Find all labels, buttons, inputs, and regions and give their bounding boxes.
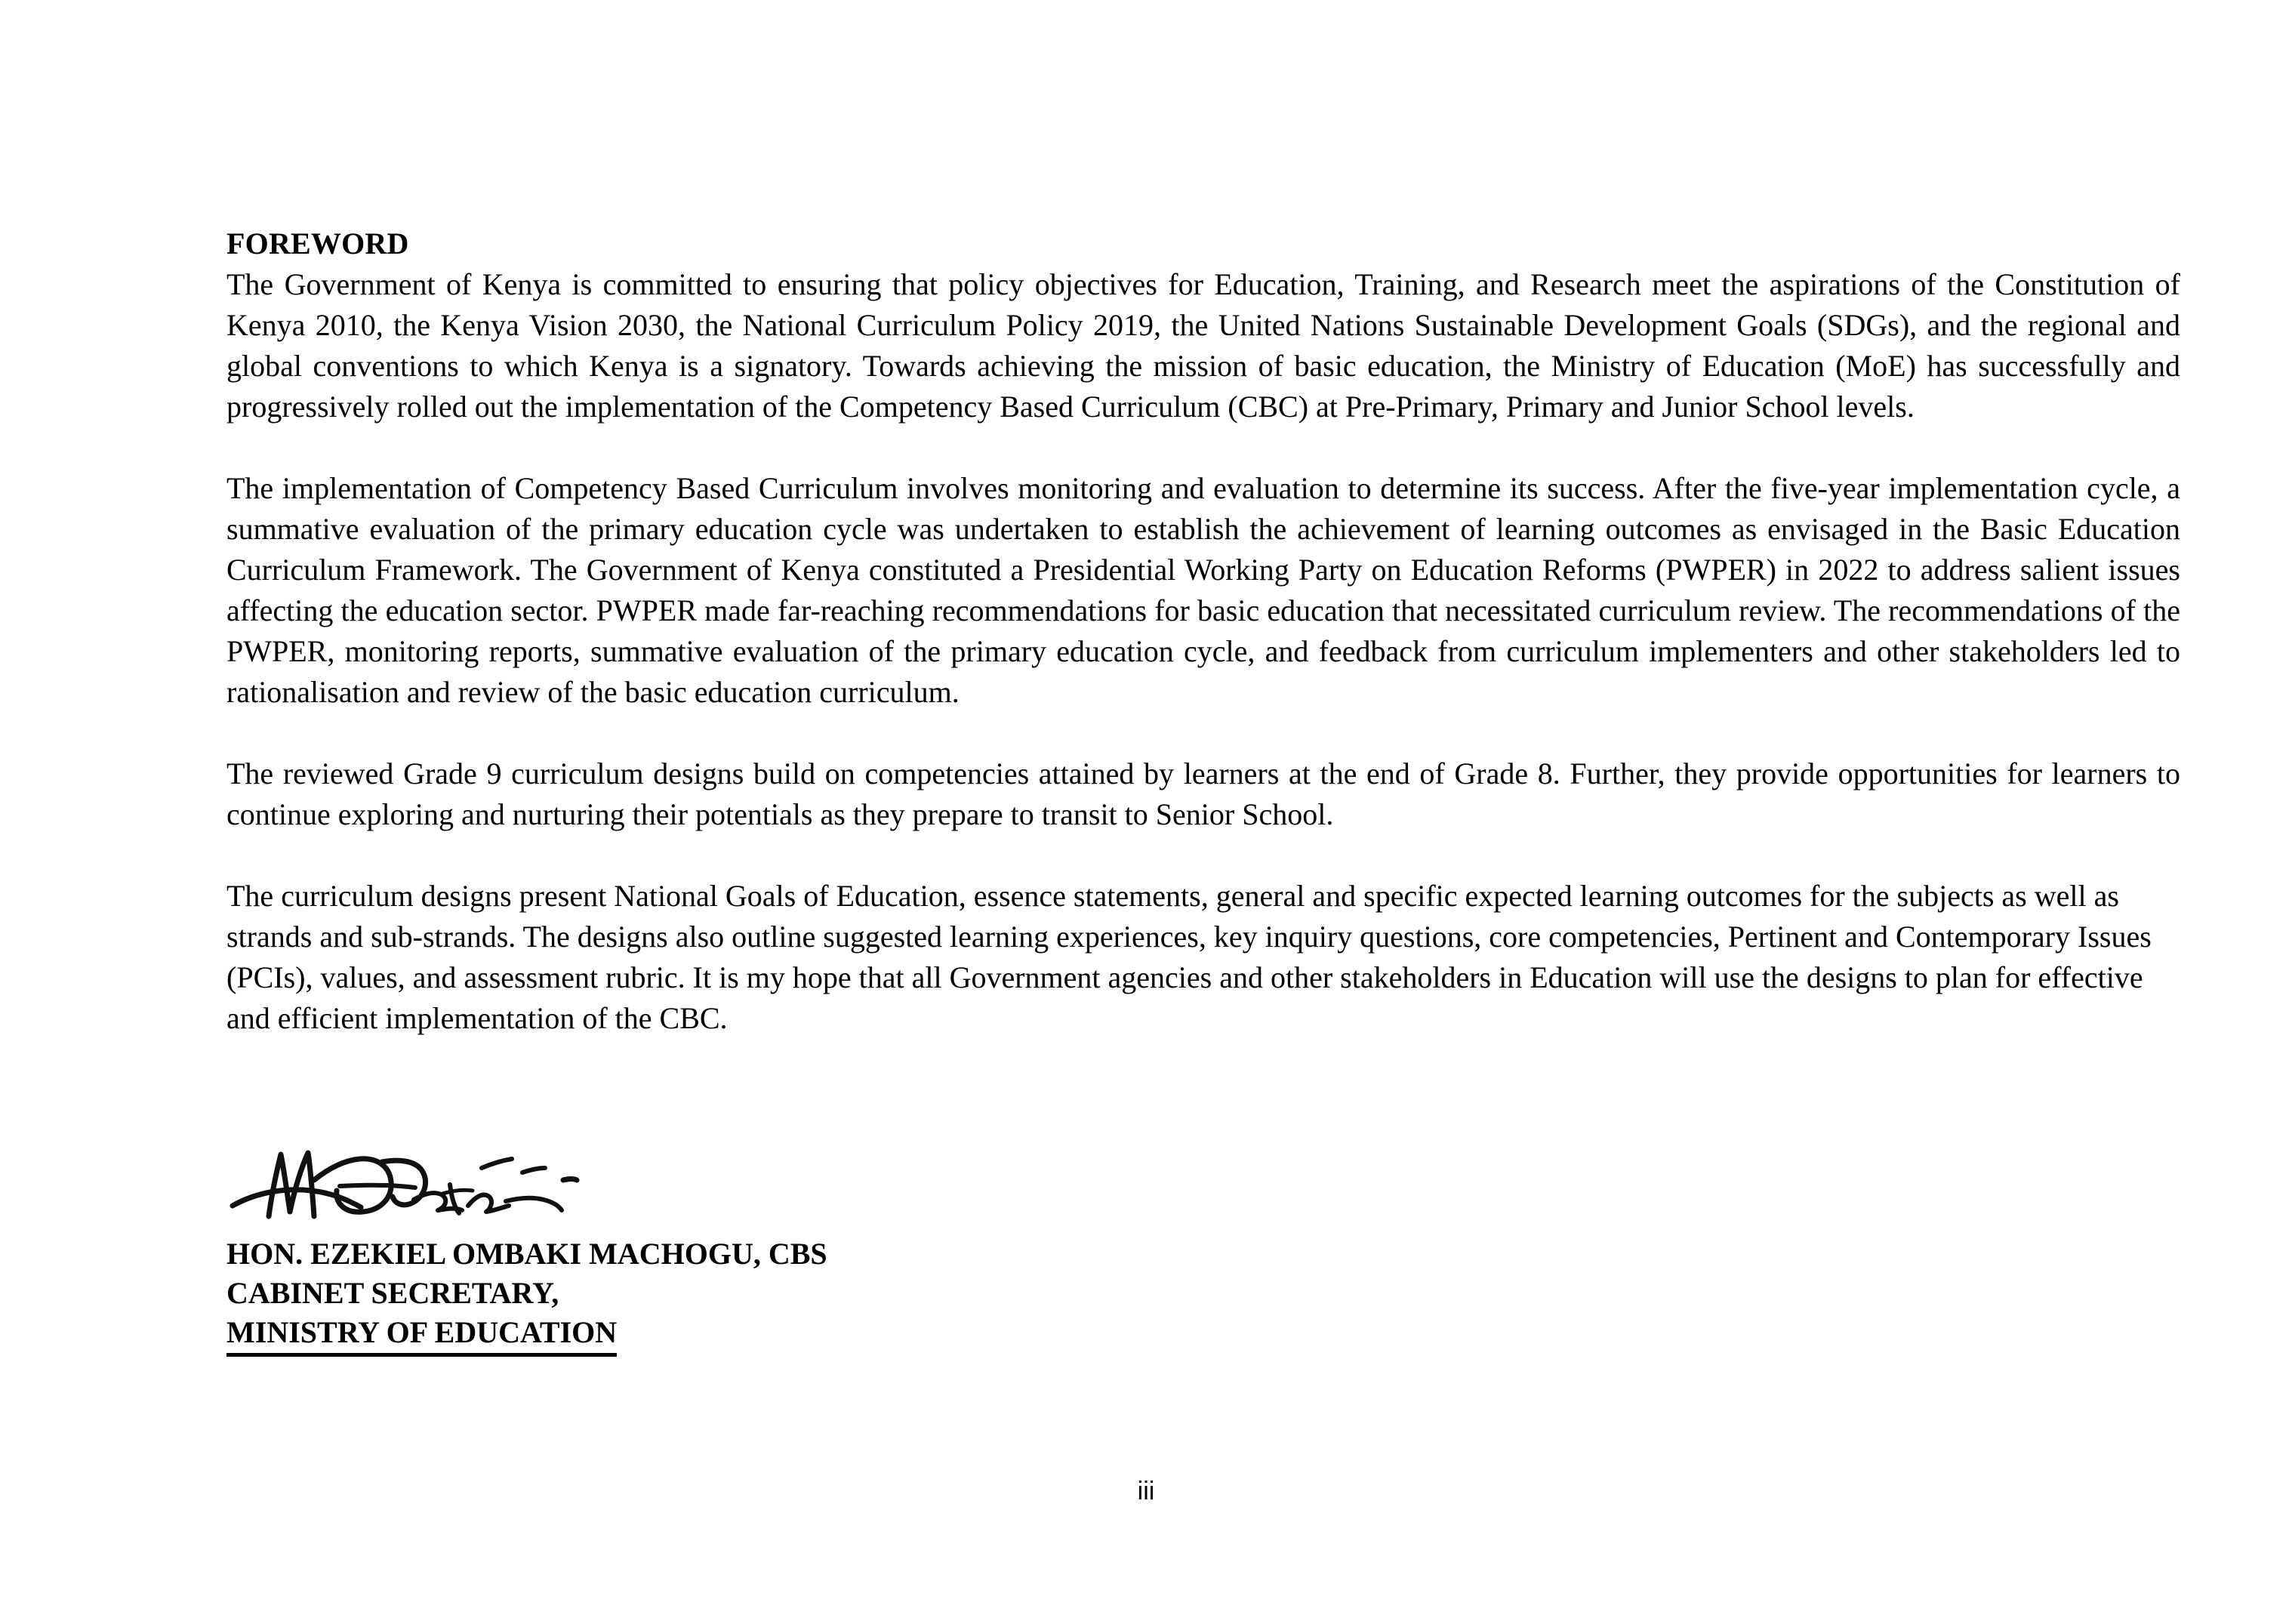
signatory-ministry: MINISTRY OF EDUCATION bbox=[226, 1313, 617, 1357]
body-paragraph-1: The Government of Kenya is committed to ensuring that policy objectives for Education, Training, and Research meet the aspirations of the Constitution of Kenya 2010, the Kenya Vision 2030, the National Curriculum Policy 2019, the United Nations Sustainable Development Goals (SDGs), and the regional and global conventions to which Kenya is a signatory. Towards achieving the mission of basic education, the Ministry of Education (MoE) has successfully and progressively rolled out the implementation of the Competency Based Curriculum (CBC) at Pre-Primary, Primary and Junior School levels. bbox=[226, 267, 2180, 424]
page-footer bbox=[0, 1476, 2292, 1506]
signatory-name: HON. EZEKIEL OMBAKI MACHOGU, CBS bbox=[226, 1237, 827, 1271]
page-title: FOREWORD bbox=[226, 226, 409, 260]
paragraph-spacer bbox=[226, 427, 2180, 468]
signature-block bbox=[226, 1147, 1132, 1357]
paragraph-spacer bbox=[226, 835, 2180, 876]
handwritten-signature-icon bbox=[226, 1147, 604, 1230]
body-paragraph-3: The reviewed Grade 9 curriculum designs build on competencies attained by learners at the end of Grade 8. Further, they provide opportunities for learners to continue exploring and nurturing their potentials as they prepare to transit to Senior School. bbox=[226, 757, 2180, 831]
body-paragraph-2: The implementation of Competency Based Curriculum involves monitoring and evaluation to determine its success. After the five-year implementation cycle, a summative evaluation of the primary education cycle was undertaken to establish the achievement of learning outcomes as envisaged in the Basic Education Curriculum Framework. The Government of Kenya constituted a Presidential Working Party on Education Reforms (PWPER) in 2022 to address salient issues affecting the education sector. PWPER made far-reaching recommendations for basic education that necessitated curriculum review. The recommendations of the PWPER, monitoring reports, summative evaluation of the primary education cycle, and feedback from curriculum implementers and other stakeholders led to rationalisation and review of the basic education curriculum. bbox=[226, 471, 2180, 709]
body-paragraph-4: The curriculum designs present National Goals of Education, essence statements, general and specific expected learning outcomes for the subjects as well as strands and sub-strands. The designs also outline suggested learning experiences, key inquiry questions, core competencies, Pertinent and Contemporary Issues (PCIs), values, and assessment rubric. It is my hope that all Government agencies and other stakeholders in Education will use the designs to plan for effective and efficient implementation of the CBC. bbox=[226, 879, 2152, 1035]
document-body bbox=[226, 223, 2180, 1039]
signatory-title: CABINET SECRETARY, bbox=[226, 1276, 559, 1310]
paragraph-spacer bbox=[226, 713, 2180, 753]
page-number: iii bbox=[1137, 1477, 1155, 1505]
